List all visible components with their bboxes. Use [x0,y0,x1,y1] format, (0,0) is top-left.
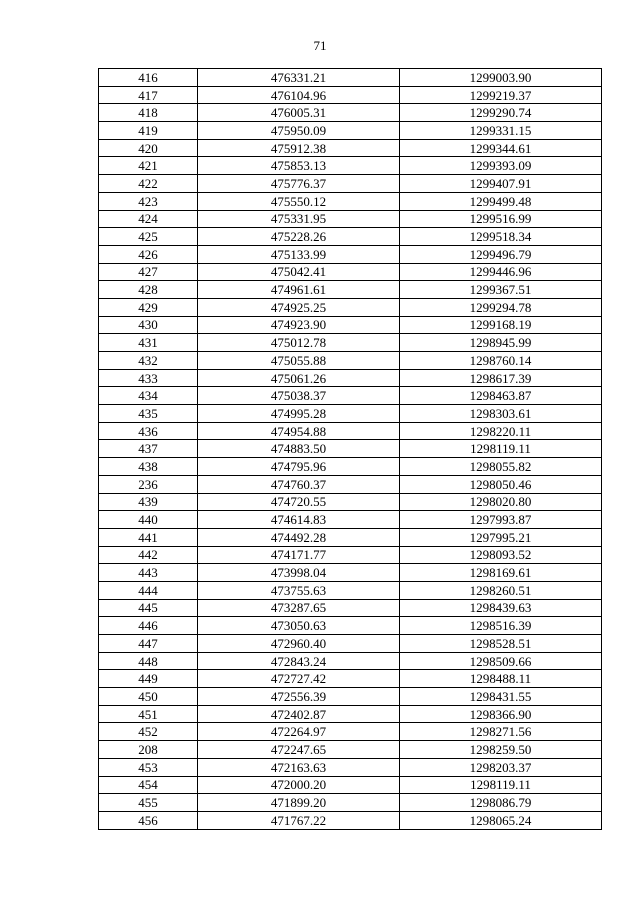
x-coordinate-cell: 475061.26 [198,369,400,387]
table-row [99,86,602,104]
y-coordinate-cell: 1298516.39 [400,617,602,635]
y-coordinate-cell: 1299496.79 [400,245,602,263]
point-number-cell: 448 [99,652,198,670]
point-number-cell: 455 [99,794,198,812]
point-number-cell: 427 [99,263,198,281]
y-coordinate-cell: 1298260.51 [400,581,602,599]
table-row [99,440,602,458]
x-coordinate-cell: 475776.37 [198,175,400,193]
point-number-cell: 433 [99,369,198,387]
y-coordinate-cell: 1298366.90 [400,705,602,723]
point-number-cell: 435 [99,405,198,423]
table-row [99,369,602,387]
table-row [99,794,602,812]
point-number-cell: 421 [99,157,198,175]
point-number-cell: 445 [99,599,198,617]
x-coordinate-cell: 474171.77 [198,546,400,564]
table-row [99,670,602,688]
y-coordinate-cell: 1298303.61 [400,405,602,423]
point-number-cell: 452 [99,723,198,741]
y-coordinate-cell: 1299168.19 [400,316,602,334]
point-number-cell: 431 [99,334,198,352]
y-coordinate-cell: 1298463.87 [400,387,602,405]
y-coordinate-cell: 1298055.82 [400,458,602,476]
x-coordinate-cell: 475012.78 [198,334,400,352]
x-coordinate-cell: 475038.37 [198,387,400,405]
y-coordinate-cell: 1299294.78 [400,298,602,316]
point-number-cell: 426 [99,245,198,263]
table-row [99,263,602,281]
table-row [99,69,602,87]
y-coordinate-cell: 1298119.11 [400,776,602,794]
x-coordinate-cell: 473050.63 [198,617,400,635]
point-number-cell: 208 [99,741,198,759]
point-number-cell: 418 [99,104,198,122]
table-row [99,546,602,564]
x-coordinate-cell: 474492.28 [198,528,400,546]
table-row [99,334,602,352]
table-row [99,652,602,670]
point-number-cell: 440 [99,511,198,529]
y-coordinate-cell: 1298065.24 [400,811,602,829]
x-coordinate-cell: 476331.21 [198,69,400,87]
coordinates-table [98,68,602,830]
y-coordinate-cell: 1299290.74 [400,104,602,122]
point-number-cell: 450 [99,688,198,706]
table-row [99,581,602,599]
y-coordinate-cell: 1299518.34 [400,228,602,246]
x-coordinate-cell: 472000.20 [198,776,400,794]
table-row [99,422,602,440]
point-number-cell: 416 [99,69,198,87]
x-coordinate-cell: 475331.95 [198,210,400,228]
point-number-cell: 456 [99,811,198,829]
table-row [99,741,602,759]
y-coordinate-cell: 1298259.50 [400,741,602,759]
point-number-cell: 446 [99,617,198,635]
y-coordinate-cell: 1299393.09 [400,157,602,175]
x-coordinate-cell: 474795.96 [198,458,400,476]
table-row [99,617,602,635]
y-coordinate-cell: 1298050.46 [400,475,602,493]
point-number-cell: 434 [99,387,198,405]
x-coordinate-cell: 471899.20 [198,794,400,812]
y-coordinate-cell: 1298220.11 [400,422,602,440]
table-row [99,758,602,776]
x-coordinate-cell: 475055.88 [198,352,400,370]
x-coordinate-cell: 476104.96 [198,86,400,104]
x-coordinate-cell: 474995.28 [198,405,400,423]
point-number-cell: 441 [99,528,198,546]
point-number-cell: 454 [99,776,198,794]
y-coordinate-cell: 1297993.87 [400,511,602,529]
y-coordinate-cell: 1299407.91 [400,175,602,193]
x-coordinate-cell: 474923.90 [198,316,400,334]
y-coordinate-cell: 1299344.61 [400,139,602,157]
table-row [99,157,602,175]
table-row [99,776,602,794]
y-coordinate-cell: 1299331.15 [400,122,602,140]
point-number-cell: 444 [99,581,198,599]
point-number-cell: 453 [99,758,198,776]
point-number-cell: 437 [99,440,198,458]
y-coordinate-cell: 1298528.51 [400,635,602,653]
point-number-cell: 430 [99,316,198,334]
point-number-cell: 419 [99,122,198,140]
table-row [99,352,602,370]
point-number-cell: 420 [99,139,198,157]
y-coordinate-cell: 1299367.51 [400,281,602,299]
table-row [99,458,602,476]
table-row [99,705,602,723]
y-coordinate-cell: 1298431.55 [400,688,602,706]
x-coordinate-cell: 474720.55 [198,493,400,511]
table-row [99,175,602,193]
point-number-cell: 432 [99,352,198,370]
y-coordinate-cell: 1298488.11 [400,670,602,688]
table-row [99,139,602,157]
point-number-cell: 422 [99,175,198,193]
x-coordinate-cell: 475550.12 [198,192,400,210]
x-coordinate-cell: 471767.22 [198,811,400,829]
y-coordinate-cell: 1298203.37 [400,758,602,776]
y-coordinate-cell: 1298509.66 [400,652,602,670]
y-coordinate-cell: 1299446.96 [400,263,602,281]
x-coordinate-cell: 472264.97 [198,723,400,741]
y-coordinate-cell: 1298271.56 [400,723,602,741]
point-number-cell: 423 [99,192,198,210]
table-row [99,811,602,829]
point-number-cell: 425 [99,228,198,246]
table-row [99,475,602,493]
table-row [99,387,602,405]
y-coordinate-cell: 1298439.63 [400,599,602,617]
table-row [99,405,602,423]
point-number-cell: 438 [99,458,198,476]
point-number-cell: 447 [99,635,198,653]
y-coordinate-cell: 1298020.80 [400,493,602,511]
x-coordinate-cell: 473755.63 [198,581,400,599]
point-number-cell: 428 [99,281,198,299]
table-row [99,245,602,263]
x-coordinate-cell: 474760.37 [198,475,400,493]
y-coordinate-cell: 1299516.99 [400,210,602,228]
x-coordinate-cell: 472727.42 [198,670,400,688]
table-row [99,493,602,511]
y-coordinate-cell: 1297995.21 [400,528,602,546]
table-row [99,210,602,228]
table-row [99,316,602,334]
x-coordinate-cell: 475228.26 [198,228,400,246]
table-row [99,528,602,546]
x-coordinate-cell: 475950.09 [198,122,400,140]
table-row [99,104,602,122]
point-number-cell: 429 [99,298,198,316]
x-coordinate-cell: 475912.38 [198,139,400,157]
point-number-cell: 436 [99,422,198,440]
x-coordinate-cell: 472960.40 [198,635,400,653]
point-number-cell: 442 [99,546,198,564]
table-row [99,281,602,299]
x-coordinate-cell: 472247.65 [198,741,400,759]
point-number-cell: 443 [99,564,198,582]
y-coordinate-cell: 1298945.99 [400,334,602,352]
coordinates-table-body [99,69,602,830]
x-coordinate-cell: 475133.99 [198,245,400,263]
x-coordinate-cell: 474883.50 [198,440,400,458]
point-number-cell: 449 [99,670,198,688]
x-coordinate-cell: 472843.24 [198,652,400,670]
table-row [99,228,602,246]
y-coordinate-cell: 1299003.90 [400,69,602,87]
table-row [99,192,602,210]
table-row [99,122,602,140]
x-coordinate-cell: 473287.65 [198,599,400,617]
point-number-cell: 236 [99,475,198,493]
table-row [99,688,602,706]
table-row [99,723,602,741]
x-coordinate-cell: 475853.13 [198,157,400,175]
y-coordinate-cell: 1298093.52 [400,546,602,564]
x-coordinate-cell: 472163.63 [198,758,400,776]
point-number-cell: 424 [99,210,198,228]
x-coordinate-cell: 473998.04 [198,564,400,582]
point-number-cell: 451 [99,705,198,723]
x-coordinate-cell: 475042.41 [198,263,400,281]
y-coordinate-cell: 1298119.11 [400,440,602,458]
table-row [99,564,602,582]
table-row [99,635,602,653]
x-coordinate-cell: 472556.39 [198,688,400,706]
x-coordinate-cell: 476005.31 [198,104,400,122]
y-coordinate-cell: 1298169.61 [400,564,602,582]
point-number-cell: 439 [99,493,198,511]
table-row [99,298,602,316]
page-number: 71 [313,38,327,53]
y-coordinate-cell: 1298617.39 [400,369,602,387]
x-coordinate-cell: 472402.87 [198,705,400,723]
x-coordinate-cell: 474925.25 [198,298,400,316]
table-row [99,511,602,529]
x-coordinate-cell: 474614.83 [198,511,400,529]
x-coordinate-cell: 474954.88 [198,422,400,440]
y-coordinate-cell: 1299219.37 [400,86,602,104]
y-coordinate-cell: 1298086.79 [400,794,602,812]
point-number-cell: 417 [99,86,198,104]
y-coordinate-cell: 1298760.14 [400,352,602,370]
table-row [99,599,602,617]
x-coordinate-cell: 474961.61 [198,281,400,299]
y-coordinate-cell: 1299499.48 [400,192,602,210]
